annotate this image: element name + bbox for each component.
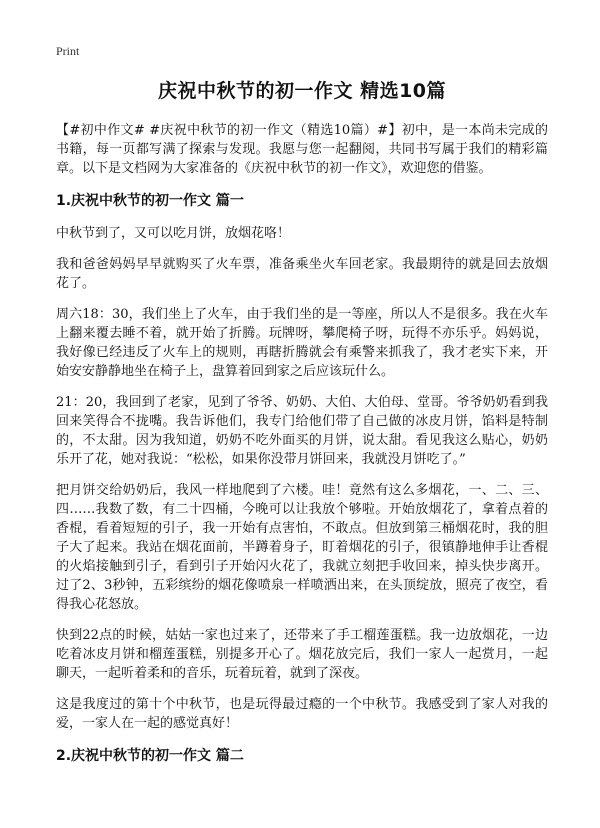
paragraph: 这是我度过的第十个中秋节，也是玩得最过瘾的一个中秋节。我感受到了家人对我的爱，一家人在一起的感觉真好！: [56, 697, 548, 731]
paragraph: 21：20，我回到了老家，见到了爷爷、奶奶、大伯、大伯母、堂哥。爷爷奶奶看到我回来笑得合不拢嘴。我告诉他们，我专门给他们带了自己做的冰皮月饼，馅料是特制的，不太甜。因为我知道，奶奶不吃外面买的月饼，说太甜。看见我这么贴心，奶奶乐开了花，她对我说：“松松，如果你没带月饼回来，我就没月饼吃了。”: [56, 395, 548, 467]
article-title: 庆祝中秋节的初一作文 精选10篇: [157, 80, 447, 102]
paragraph: 把月饼交给奶奶后，我风一样地爬到了六楼。哇！竟然有这么多烟花，一、二、三、四……我数了数，有二十四桶，今晚可以让我放个够啦。开始放烟花了，拿着点着的香棍，看着短短的引子，我一开始有点害怕，不敢点。但放到第三桶烟花时，我的胆子大了起来。我站在烟花面前，半蹲着身子，盯着烟花的引子，很镇静地伸手让香棍的火焰接触到引子，看到引子开始闪火花了，我就立刻把手收回来，掉头快步离开。过了2、3秒钟，五彩缤纷的烟花像喷泉一样喷洒出来，在头顶绽放，照亮了夜空，看得我心花怒放。: [56, 483, 548, 612]
paragraph: 我和爸爸妈妈早早就购买了火车票，准备乘坐火车回老家。我最期待的就是回去放烟花了。: [56, 257, 548, 291]
paragraph: 快到22点的时候，姑姑一家也过来了，还带来了手工榴莲蛋糕。我一边放烟花，一边吃着冰皮月饼和榴莲蛋糕，别提多开心了。烟花放完后，我们一家人一起赏月，一起聊天，一起听着柔和的音乐，玩着玩着，就到了深夜。: [56, 628, 548, 681]
article: [56, 76, 548, 779]
article-intro: 【#初中作文# #庆祝中秋节的初一作文（精选10篇）#】初中，是一本尚未完成的书籍，每一页都写满了探索与发现。我愿与您一起翻阅，共同书写属于我们的精彩篇章。以下是文档网为大家准备的《庆祝中秋节的初一作文》，欢迎您的借鉴。: [56, 123, 548, 176]
paragraph: 中秋节到了，又可以吃月饼，放烟花咯！: [56, 226, 291, 241]
paragraph: 周六18：30，我们坐上了火车，由于我们坐的是一等座，所以人不是很多。我在火车上翻来覆去睡不着，就开始了折腾。玩牌呀，攀爬椅子呀，玩得不亦乐乎。妈妈说，我好像已经违反了火车上的规则，再瞎折腾就会有乘警来抓我了，我才老实下来，开始安安静静地坐在椅子上，盘算着回到家之后应该玩什么。: [56, 307, 548, 379]
section-heading-1: 1.庆祝中秋节的初一作文 篇一: [56, 193, 244, 209]
section-heading-2: 2.庆祝中秋节的初一作文 篇二: [56, 748, 244, 764]
print-label: Print: [56, 44, 80, 58]
